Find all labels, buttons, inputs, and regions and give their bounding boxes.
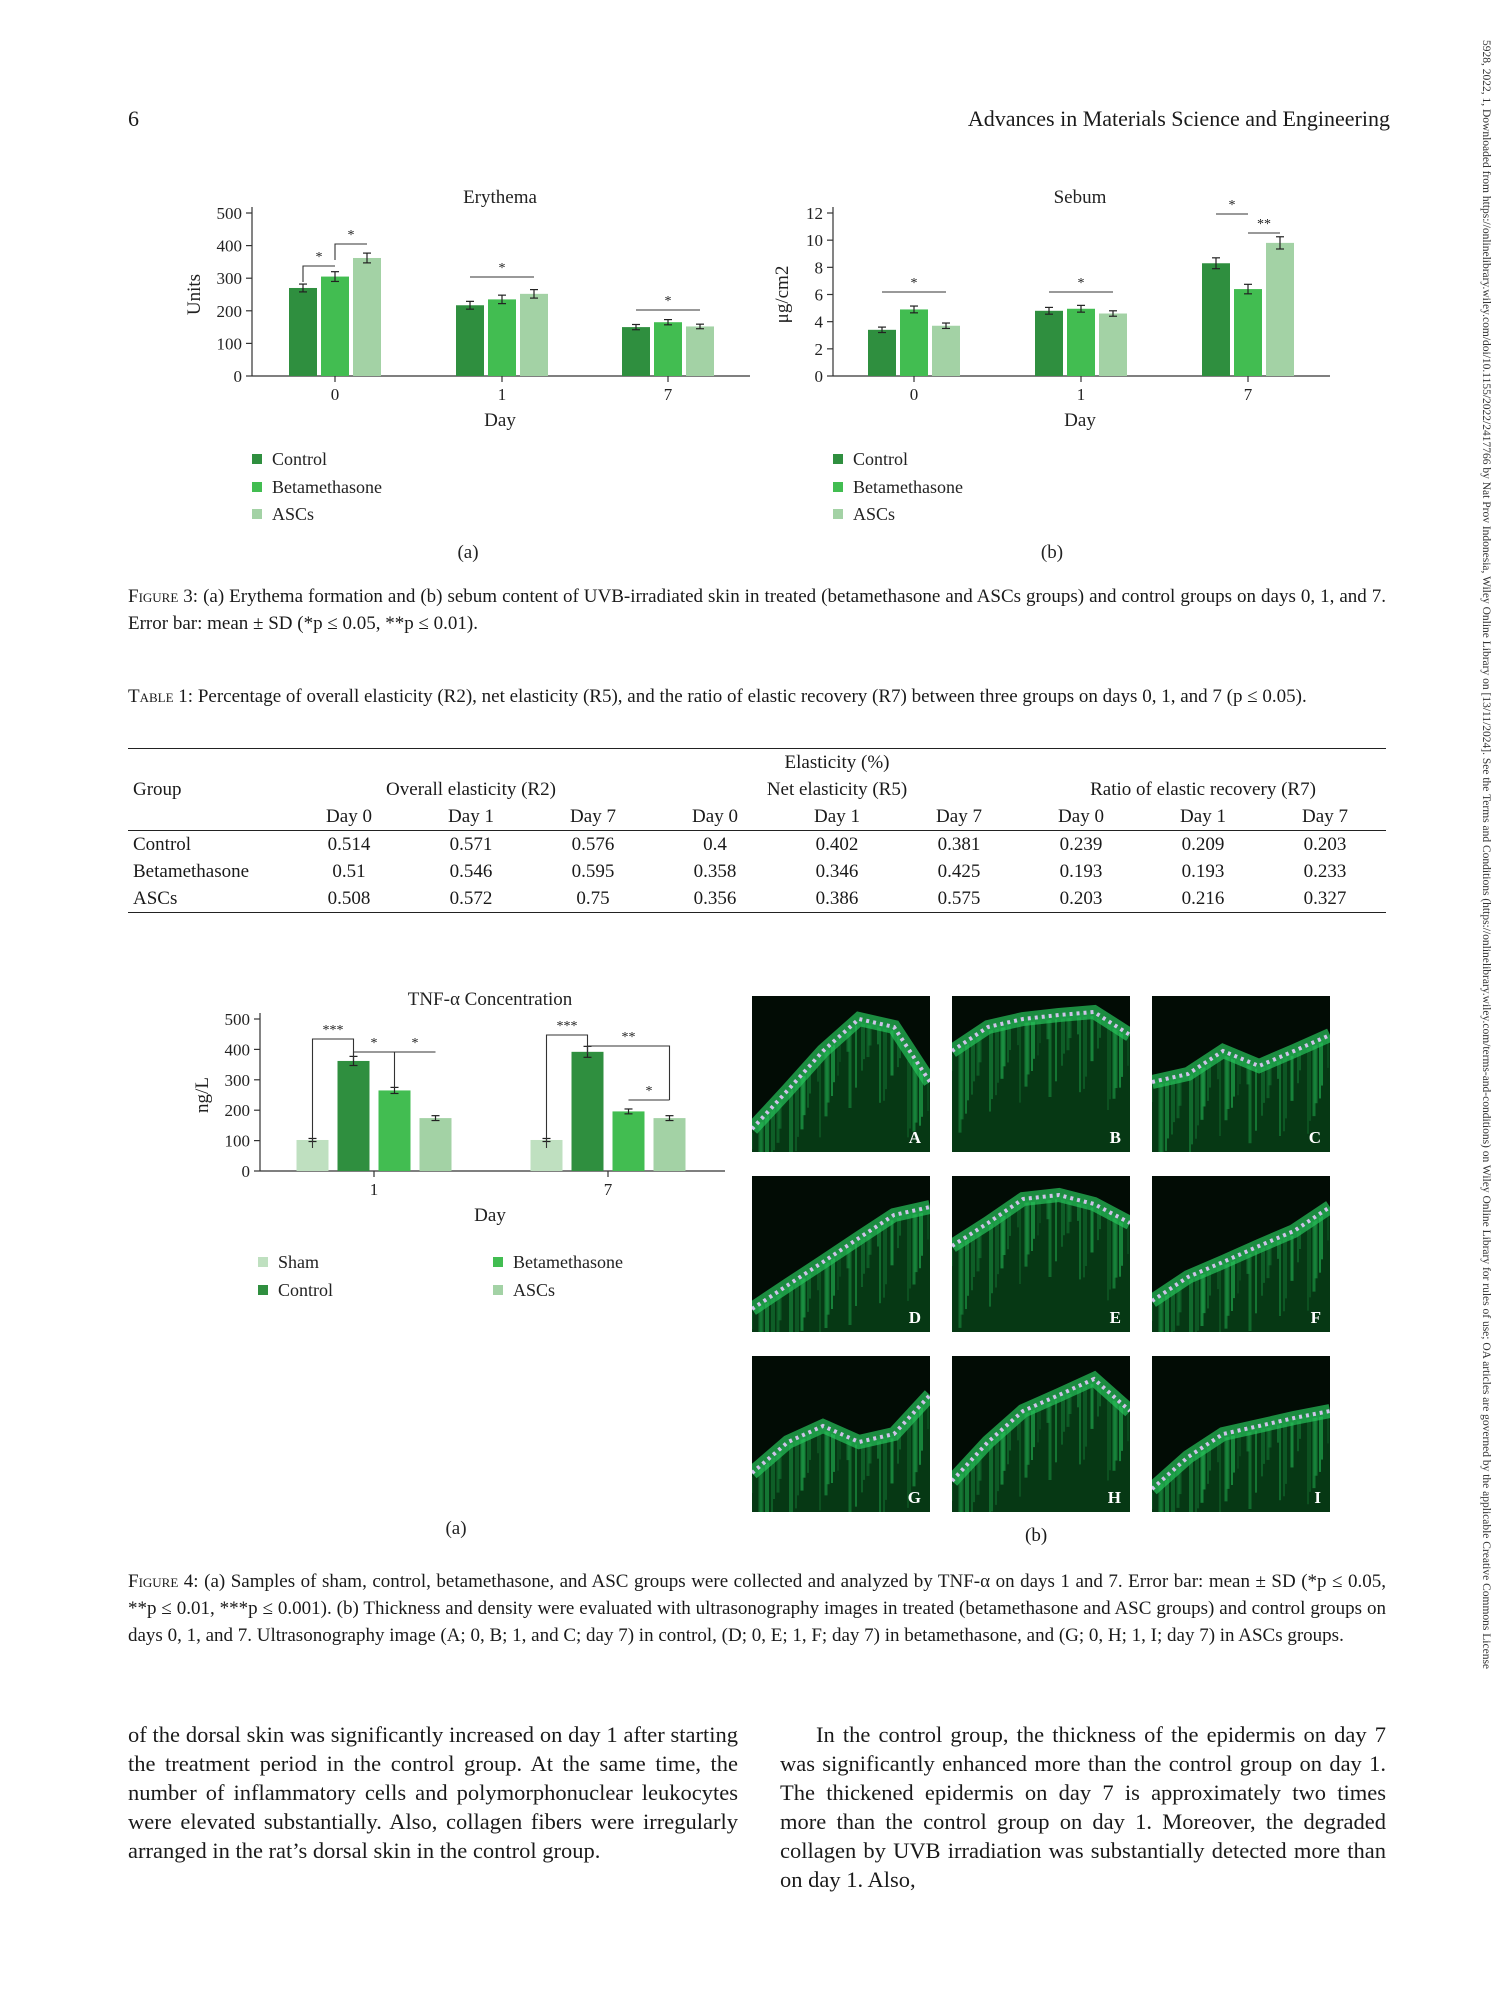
figure-3-caption	[128, 583, 1386, 637]
bar	[572, 1052, 604, 1171]
legend-label: ASCs	[513, 1280, 556, 1300]
bar	[654, 1118, 686, 1171]
legend-swatch	[493, 1257, 503, 1267]
figure-4a	[0, 960, 740, 1580]
legend-label: Control	[278, 1280, 334, 1300]
panel-label: (a)	[445, 1518, 467, 1539]
legend-swatch	[252, 454, 262, 464]
figure-4b-label: (b)	[1025, 1525, 1048, 1546]
table-cell: 0.233	[1303, 860, 1347, 882]
ultrasound-scan	[952, 1356, 1130, 1512]
ultrasound-scan	[752, 1356, 930, 1512]
ultrasound-label: B	[1109, 1128, 1121, 1147]
ultrasound-scan	[752, 1176, 930, 1332]
legend-label: ASCs	[853, 504, 896, 524]
ultrasound-image	[952, 1356, 1130, 1512]
x-tick-label: 0	[909, 385, 919, 404]
ultrasound-label: E	[1109, 1308, 1121, 1327]
ultrasound-image	[1152, 1176, 1330, 1332]
table-col-group: Overall elasticity (R2)	[386, 778, 556, 800]
ultrasound-label: D	[908, 1308, 921, 1327]
y-tick-label: 6	[814, 285, 823, 305]
table-super-header: Elasticity (%)	[288, 749, 1386, 777]
body-text-left: of the dorsal skin was significantly increased on day 1 after starting the treatment period in the control group. At the same time, the number of inflammatory cells and polymorphonuclear leukocytes were elevated substantially. Also, collagen fibers were irregularly arranged in the rat’s dorsal skin in the control group.	[128, 1722, 738, 1863]
table-cell: 0.203	[1020, 885, 1142, 913]
table-cell: 0.514	[327, 833, 371, 855]
table-day-header: Day 7	[898, 803, 1020, 831]
table-cell: 0.358	[693, 860, 737, 882]
ultrasound-image	[1152, 1356, 1330, 1512]
significance-marker: *	[1077, 276, 1085, 291]
ultrasound-label: A	[908, 1128, 921, 1147]
table-cell: 0.51	[332, 860, 366, 882]
table-day-header: Day 1	[1142, 803, 1264, 831]
table-row-group: ASCs	[128, 885, 288, 913]
bar	[353, 258, 381, 376]
bar	[456, 305, 484, 376]
x-tick-label: 1	[1076, 385, 1086, 404]
table-cell: 0.595	[571, 860, 615, 882]
bar	[868, 330, 896, 376]
legend-label: Control	[272, 449, 328, 469]
table-cell: 0.209	[1181, 833, 1225, 855]
table-cell: 0.346	[815, 860, 859, 882]
y-tick-label: 2	[814, 339, 823, 359]
panel-label: (a)	[457, 542, 479, 563]
y-tick-label: 0	[241, 1162, 250, 1181]
significance-marker: *	[498, 261, 506, 276]
legend-label: Betamethasone	[272, 477, 382, 497]
x-tick-label: 7	[1243, 385, 1253, 404]
bar	[900, 309, 928, 376]
ultrasound-scan	[1152, 996, 1330, 1152]
bar	[932, 326, 960, 376]
significance-marker: *	[1228, 198, 1236, 213]
significance-marker: **	[621, 1030, 636, 1045]
y-tick-label: 12	[806, 204, 823, 223]
table-day-header: Day 0	[1020, 803, 1142, 831]
ultrasound-image	[952, 1176, 1130, 1332]
table-cell: 0.4	[703, 833, 727, 855]
table-cell: 0.216	[1142, 885, 1264, 913]
significance-marker: *	[411, 1036, 419, 1051]
y-axis-label: ng/L	[192, 1077, 213, 1113]
y-tick-label: 400	[224, 1040, 250, 1060]
significance-marker: *	[664, 294, 672, 309]
y-tick-label: 4	[814, 312, 823, 332]
figure-4-caption	[128, 1568, 1386, 1649]
significance-marker: **	[1257, 217, 1271, 232]
bar	[420, 1118, 452, 1171]
table-col-group: Ratio of elastic recovery (R7)	[1090, 778, 1316, 800]
bar	[379, 1090, 411, 1171]
bar	[488, 299, 516, 376]
bar	[520, 294, 548, 376]
bar	[321, 277, 349, 376]
table-cell: 0.576	[571, 833, 615, 855]
ultrasound-image	[752, 1176, 930, 1332]
significance-marker: *	[315, 250, 323, 265]
bar	[1202, 263, 1230, 376]
table-cell: 0.203	[1303, 833, 1347, 855]
significance-bracket	[335, 244, 367, 260]
y-tick-label: 500	[216, 204, 242, 223]
y-tick-label: 400	[216, 236, 242, 256]
ultrasound-image	[952, 996, 1130, 1152]
y-tick-label: 200	[224, 1101, 250, 1121]
table-cell: 0.327	[1264, 885, 1386, 913]
chart-title: TNF-α Concentration	[407, 989, 573, 1010]
x-tick-label: 7	[663, 385, 673, 404]
bar	[289, 288, 317, 376]
table-cell: 0.402	[815, 833, 859, 855]
legend-label: Sham	[278, 1252, 320, 1272]
bar	[613, 1111, 645, 1171]
table-cell: 0.356	[654, 885, 776, 913]
ultrasound-label: I	[1314, 1488, 1321, 1507]
panel-label: (b)	[1040, 542, 1064, 563]
legend-swatch	[258, 1257, 268, 1267]
ultrasound-label: G	[907, 1488, 921, 1507]
ultrasound-scan	[752, 996, 930, 1152]
y-tick-label: 0	[814, 367, 823, 386]
table-1-text: Percentage of overall elasticity (R2), net elasticity (R5), and the ratio of elastic recovery (R7) between three groups on days 0, 1, and 7 (p ≤ 0.05).	[197, 686, 1307, 707]
legend-label: Control	[853, 449, 909, 469]
table-1-label: Table 1:	[128, 686, 194, 707]
page-number: 6	[128, 106, 139, 131]
bar	[1099, 314, 1127, 376]
table-cell: 0.193	[1181, 860, 1225, 882]
table-cell: 0.239	[1059, 833, 1103, 855]
y-tick-label: 300	[224, 1070, 250, 1090]
bar	[1266, 243, 1294, 376]
table-cell: 0.386	[776, 885, 898, 913]
elasticity-table	[128, 748, 1386, 913]
journal-title: Advances in Materials Science and Engineering	[967, 106, 1390, 131]
x-tick-label: 1	[497, 385, 507, 404]
bar	[1234, 289, 1262, 376]
legend-swatch	[833, 482, 843, 492]
y-tick-label: 0	[233, 367, 242, 386]
ultrasound-scan	[952, 996, 1130, 1152]
x-axis-label: Day	[474, 1205, 506, 1226]
figure-3-label: Figure 3:	[128, 586, 199, 607]
figure-3	[0, 0, 1500, 580]
table-1-caption	[128, 683, 1386, 710]
legend-swatch	[258, 1285, 268, 1295]
table-cell: 0.508	[288, 885, 410, 913]
y-tick-label: 100	[216, 334, 242, 354]
legend-label: Betamethasone	[853, 477, 963, 497]
table-day-header: Day 1	[776, 803, 898, 831]
ultrasound-scan	[952, 1176, 1130, 1332]
table-cell: 0.571	[449, 833, 493, 855]
legend-swatch	[493, 1285, 503, 1295]
table-cell: 0.425	[937, 860, 981, 882]
ultrasound-scan	[1152, 1356, 1330, 1512]
figure-3-text: (a) Erythema formation and (b) sebum content of UVB-irradiated skin in treated (betamethasone and ASCs groups) and control groups on days 0, 1, and 7. Error bar: mean ± SD (*p ≤ 0.05, **p ≤ 0.01).	[128, 586, 1386, 634]
x-tick-label: 1	[369, 1180, 379, 1199]
table-row-group: Betamethasone	[133, 860, 250, 882]
table-col-group: Net elasticity (R5)	[766, 778, 908, 800]
legend-label: ASCs	[272, 504, 315, 524]
ultrasound-image	[752, 996, 930, 1152]
bar	[654, 322, 682, 376]
table-cell: 0.381	[937, 833, 981, 855]
legend-swatch	[833, 509, 843, 519]
y-tick-label: 500	[224, 1010, 250, 1029]
table-cell: 0.546	[449, 860, 493, 882]
table-day-header: Day 0	[654, 803, 776, 831]
table-day-header: Day 7	[1264, 803, 1386, 831]
bar	[622, 327, 650, 376]
legend-swatch	[252, 509, 262, 519]
x-axis-label: Day	[484, 410, 516, 431]
y-tick-label: 8	[814, 258, 823, 278]
y-axis-label: μg/cm2	[772, 265, 793, 324]
y-tick-label: 100	[224, 1131, 250, 1151]
bar	[1035, 311, 1063, 376]
significance-marker: *	[910, 276, 918, 291]
y-tick-label: 10	[806, 231, 823, 251]
y-axis-label: Units	[184, 273, 205, 316]
ultrasound-label: C	[1308, 1128, 1321, 1147]
table-cell: 0.572	[410, 885, 532, 913]
legend-swatch	[252, 482, 262, 492]
x-axis-label: Day	[1064, 410, 1096, 431]
table-day-header: Day 7	[532, 803, 654, 831]
legend-swatch	[833, 454, 843, 464]
ultrasound-image	[1152, 996, 1330, 1152]
table-row-group: Control	[133, 833, 192, 855]
table-cell: 0.75	[532, 885, 654, 913]
bar	[686, 326, 714, 376]
figure-4-text: (a) Samples of sham, control, betamethasone, and ASC groups were collected and analyzed by TNF-α on days 1 and 7. Error bar: mean ± SD (*p ≤ 0.05, **p ≤ 0.01, ***p ≤ 0.001). (b) Thickness and density were evaluated with ultrasonography images in treated (betamethasone and ASC groups) and control groups on days 0, 1, and 7. Ultrasonography image (A; 0, B; 1, and C; day 7) in control, (D; 0, E; 1, F; day 7) in betamethasone, and (G; 0, H; 1, I; day 7) in ASCs groups.	[128, 1571, 1387, 1646]
significance-marker: *	[347, 228, 355, 243]
sidebar-text: 5928, 2022, 1, Downloaded from https://onlinelibrary.wiley.com/doi/10.1155/2022/2417766 by Nat Prov Indonesia, Wiley Online Library on [13/11/2024]. See the Terms and Conditions (https://onlinelibrary.wiley.com/terms-and-conditions) on Wiley Online Library for rules of use; OA articles are governed by the applicable Creative Commons License	[1480, 40, 1492, 1670]
table-cell: 0.575	[898, 885, 1020, 913]
significance-marker: ***	[556, 1019, 578, 1034]
table-group-header: Group	[133, 778, 182, 800]
table-day-header: Day 0	[288, 803, 410, 831]
significance-marker: *	[645, 1084, 653, 1099]
y-tick-label: 200	[216, 301, 242, 321]
body-text-right: In the control group, the thickness of the epidermis on day 7 was significantly enhanced more than the control group on day 1. The thickened epidermis on day 7 is approximately two times more than the control group on day 1. Moreover, the degraded collagen by UVB irradiation was substantially detected more than on day 1. Also,	[780, 1722, 1386, 1892]
significance-marker: ***	[322, 1023, 344, 1038]
chart-title: Erythema	[463, 187, 537, 208]
chart-title: Sebum	[1053, 187, 1107, 208]
ultrasound-label: H	[1107, 1488, 1121, 1507]
table-cell: 0.193	[1059, 860, 1103, 882]
ultrasound-scan	[1152, 1176, 1330, 1332]
table-day-header: Day 1	[410, 803, 532, 831]
bar	[1067, 309, 1095, 376]
legend-label: Betamethasone	[513, 1252, 623, 1272]
y-tick-label: 300	[216, 269, 242, 289]
x-tick-label: 0	[330, 385, 340, 404]
ultrasound-label: F	[1310, 1308, 1321, 1327]
x-tick-label: 7	[603, 1180, 613, 1199]
bar	[338, 1061, 370, 1171]
ultrasound-image	[752, 1356, 930, 1512]
significance-marker: *	[370, 1036, 378, 1051]
figure-4-label: Figure 4:	[128, 1571, 199, 1592]
